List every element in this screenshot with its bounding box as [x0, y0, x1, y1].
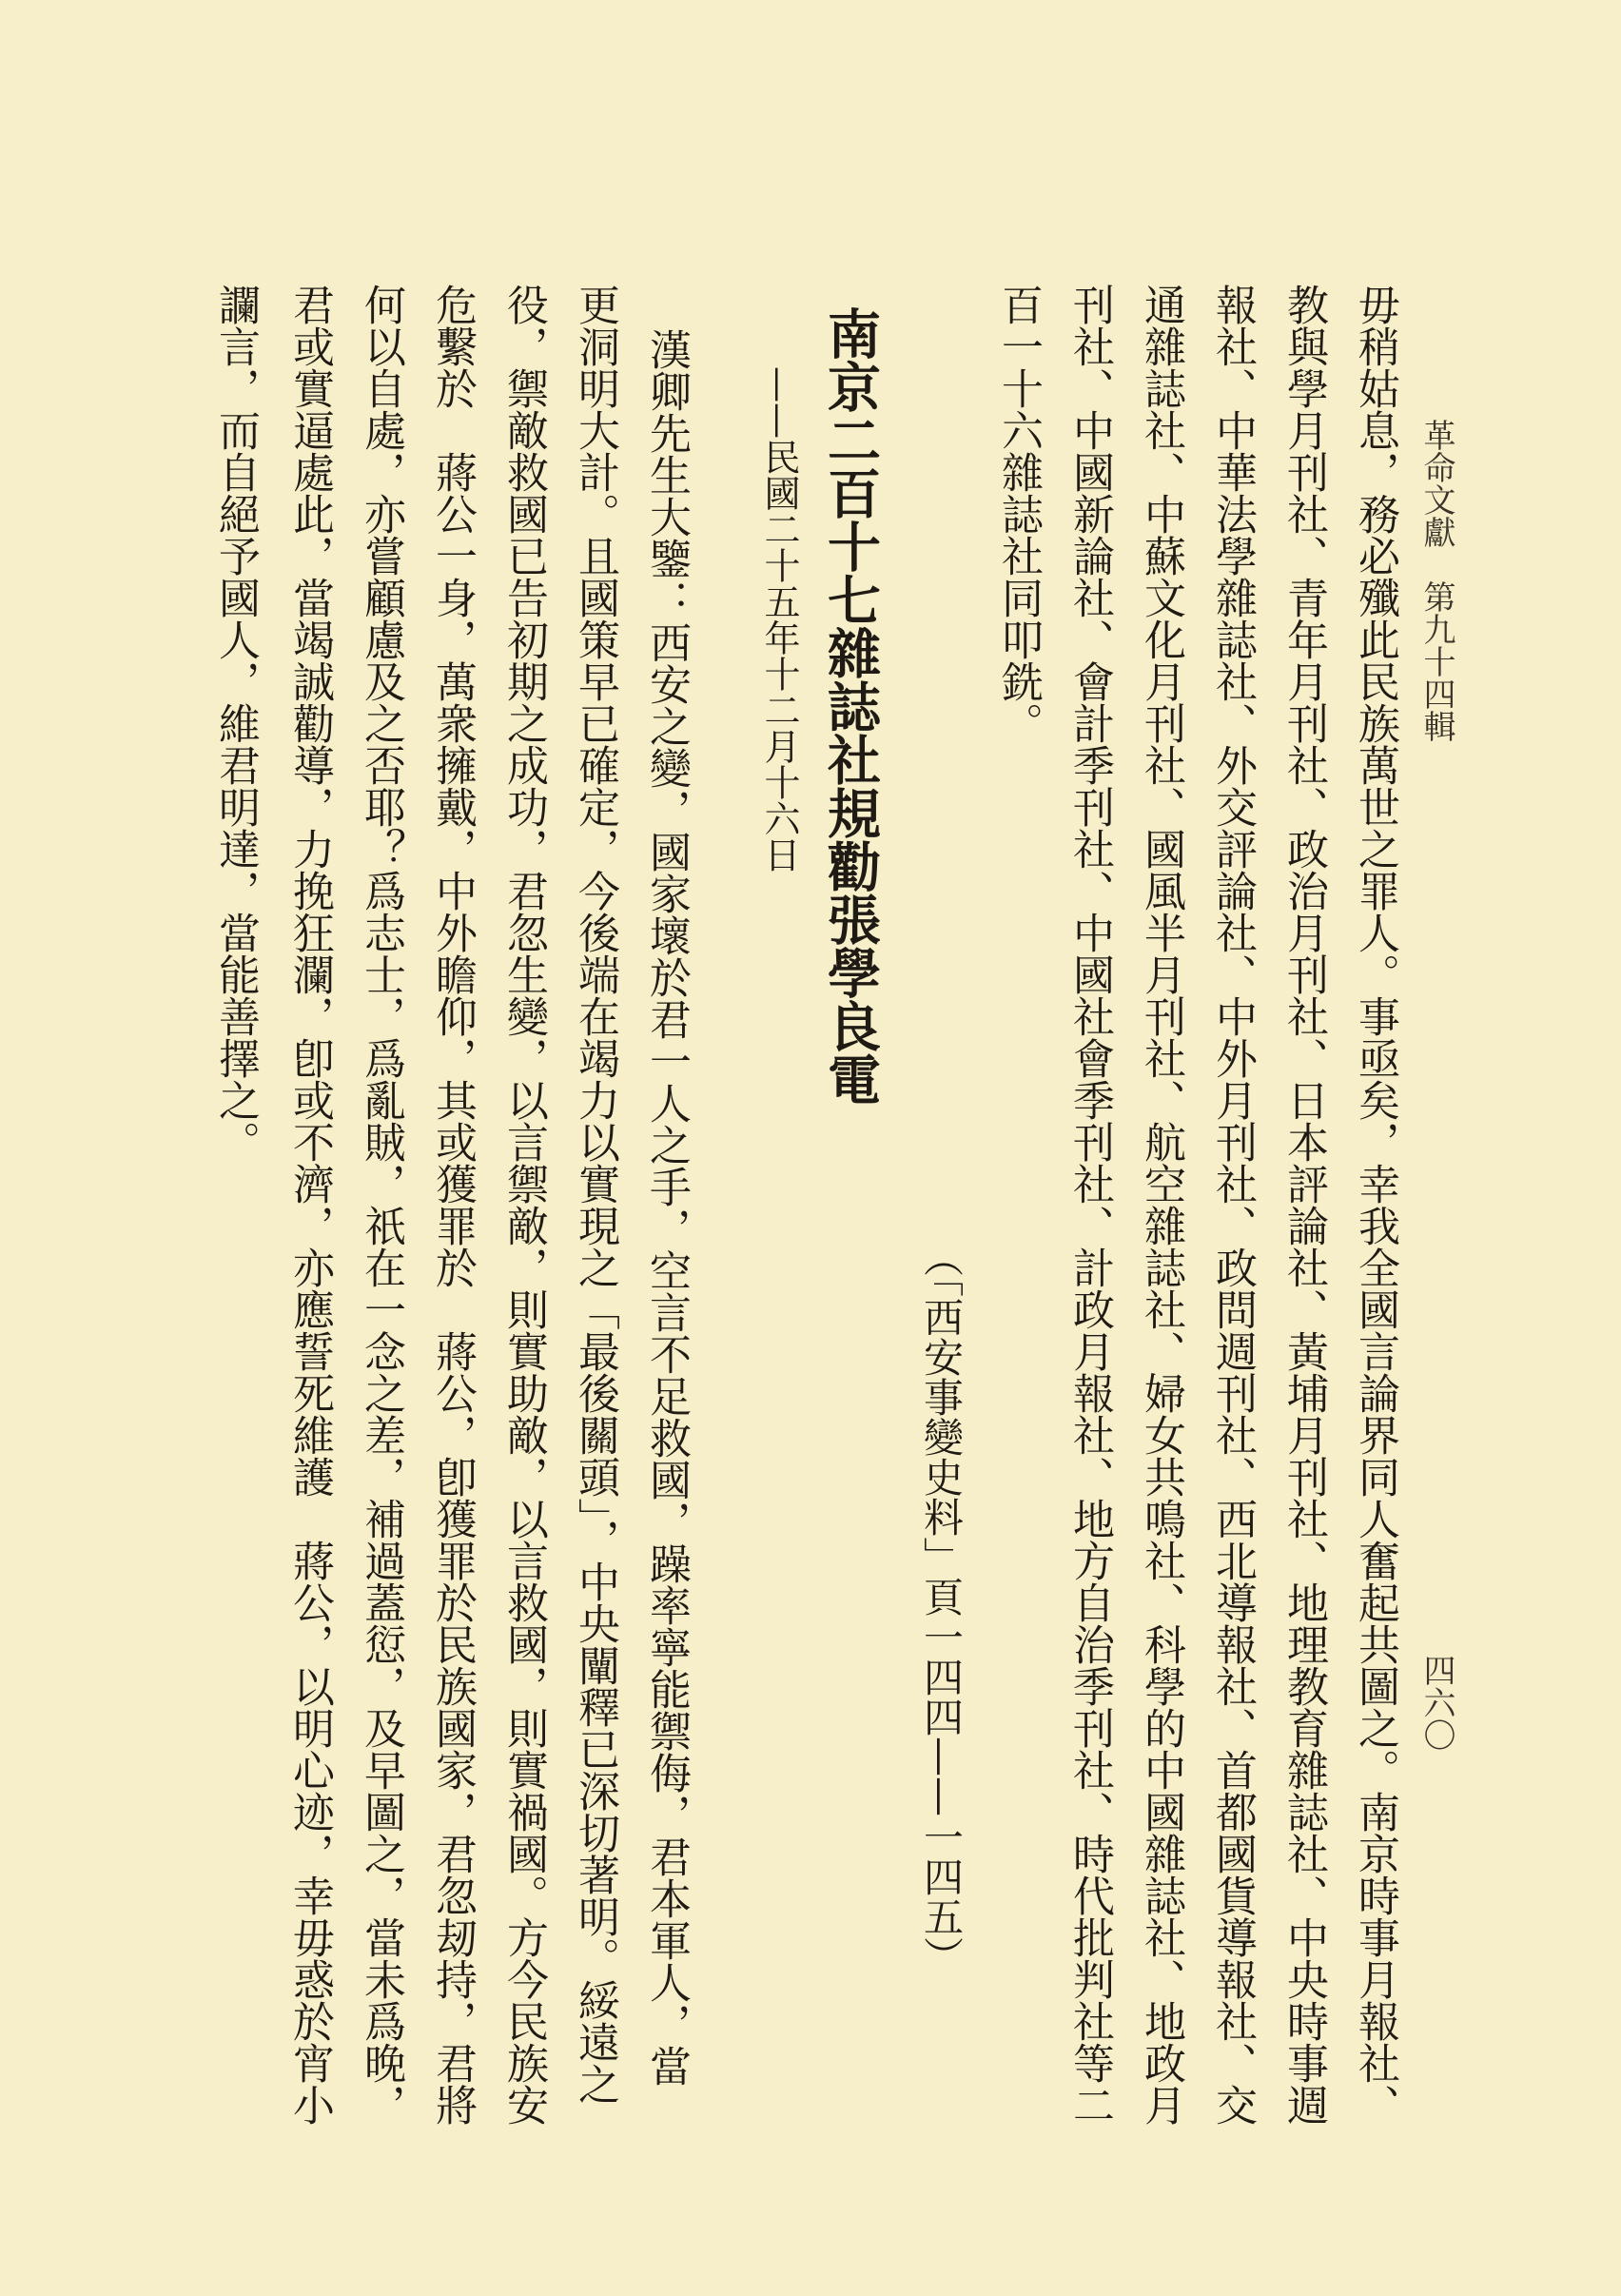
citation: （「西安事變史料」頁一四四——一四五） [918, 1237, 965, 1976]
text-line: 危繫於 蔣公一身，萬衆擁戴，中外瞻仰，其或獲罪於 蔣公，卽獲罪於民族國家，君忽刼持，君將 [428, 284, 477, 2126]
text-line: 通雜誌社、中蘇文化月刊社、國風半月刊社、航空雜誌社、婦女共鳴社、科學的中國雜誌社、地政月 [1137, 284, 1185, 2126]
document-title: 南京二百十七雜誌社規勸張學良電 [819, 306, 882, 1106]
page-number: 四六〇 [1417, 1654, 1455, 1751]
text-line: 何以自處，亦嘗顧慮及之否耶？爲志士，爲亂賊，祇在一念之差，補過蓋愆，及早圖之，當未爲晚， [357, 284, 405, 2126]
text-line: 漢卿先生大鑒：西安之變，國家壞於君一人之手，空言不足救國，躁率寧能禦侮，君本軍人，當 [642, 328, 691, 2087]
text-line: 刊社、中國新論社、會計季刊社、中國社會季刊社、計政月報社、地方自治季刊社、時代批判社等二 [1065, 284, 1114, 2126]
text-line: 教與學月刊社、青年月刊社、政治月刊社、日本評論社、黃埔月刊社、地理教育雜誌社、中央時事週 [1279, 284, 1328, 2126]
text-line: 報社、中華法學雜誌社、外交評論社、中外月刊社、政問週刊社、西北導報社、首都國貨導報社、交 [1208, 284, 1257, 2126]
running-header-title: 革命文獻 第九十四輯 [1417, 419, 1455, 742]
text-line: 役，禦敵救國已告初期之成功，君忽生變，以言禦敵，則實助敵，以言救國，則實禍國。方今民族安 [499, 284, 548, 2126]
text-line: 讕言，而自絕予國人，維君明達，當能善擇之。 [211, 284, 260, 1163]
text-line: 君或實逼處此，當竭誠勸導，力挽狂瀾，卽或不濟，亦應誓死維護 蔣公，以明心迹，幸毋惑於宵小 [285, 284, 334, 2126]
text-line: 毋稍姑息，務必殲此民族萬世之罪人。事亟矣，幸我全國言論界同人奮起共圖之。南京時事月報社、 [1351, 284, 1399, 2126]
text-line: 百一十六雜誌社同叩銑。 [994, 284, 1043, 744]
text-line: 更洞明大計。且國策早已確定，今後端在竭力以實現之「最後關頭」，中央闡釋已深切著明。綏遠之 [571, 284, 619, 2105]
document-date: ——民國二十五年十二月十六日 [758, 366, 800, 873]
